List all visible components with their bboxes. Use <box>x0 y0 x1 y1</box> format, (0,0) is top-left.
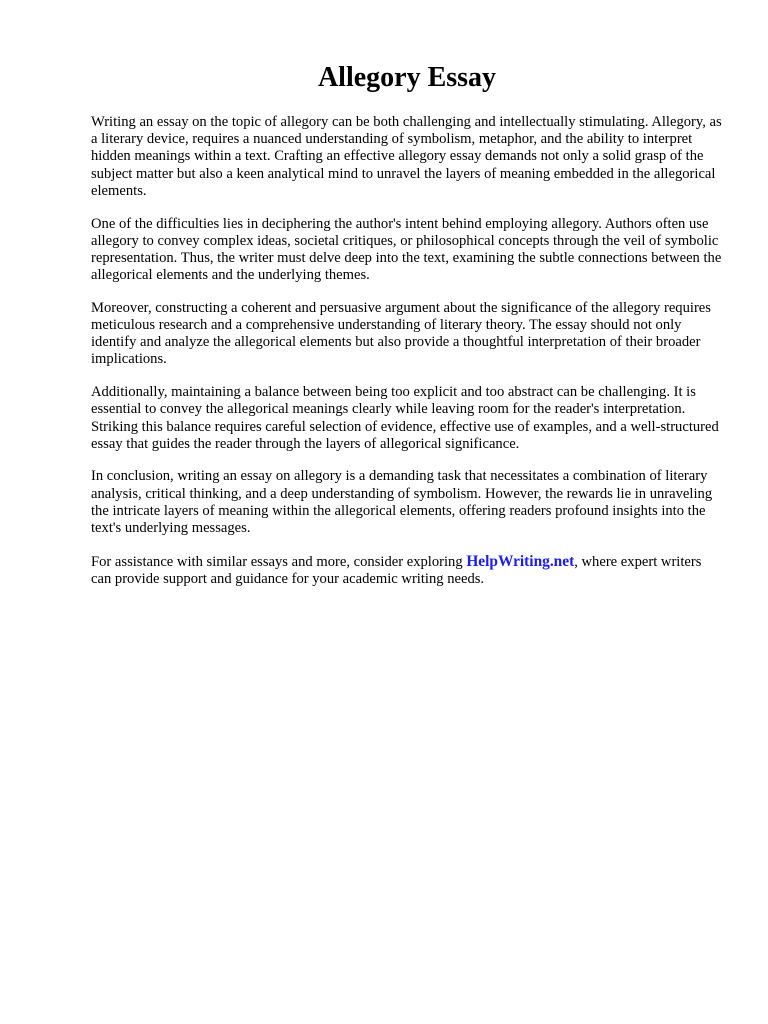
closing-paragraph <box>91 553 723 588</box>
paragraph-1: Writing an essay on the topic of allegory can be both challenging and intellectually stimulating. Allegory, as a literary device, requires a nuanced understanding of symbolism, metaphor, and the ability to interpret hidden meanings within a text. Crafting an effective allegory essay demands not only a solid grasp of the subject matter but also a keen analytical mind to unravel the layers of meaning embedded in the allegorical elements. <box>91 114 722 199</box>
document-title: Allegory Essay <box>317 62 497 93</box>
paragraph-2: One of the difficulties lies in deciphering the author's intent behind employing allegory. Authors often use allegory to convey complex ideas, societal critiques, or philosophical concepts through the veil of symbolic representation. Thus, the writer must delve deep into the text, examining the subtle connections between the allegorical elements and the underlying themes. <box>91 215 722 284</box>
closing-text-after: , where expert writers can provide support and guidance for your academic writing needs. <box>91 553 702 587</box>
paragraph-3: Moreover, constructing a coherent and persuasive argument about the significance of the allegory requires meticulous research and a comprehensive understanding of literary theory. The essay should not only identify and analyze the allegorical elements but also provide a thoughtful interpretation of their broader implications. <box>91 299 711 368</box>
paragraph-5: In conclusion, writing an essay on allegory is a demanding task that necessitates a combination of literary analysis, critical thinking, and a deep understanding of symbolism. However, the rewards lie in unraveling the intricate layers of meaning within the allegorical elements, offering readers profound insights into the text's underlying messages. <box>91 468 713 537</box>
helpwriting-link[interactable]: HelpWriting.net <box>466 552 575 570</box>
paragraph-4: Additionally, maintaining a balance between being too explicit and too abstract can be challenging. It is essential to convey the allegorical meanings clearly while leaving room for the reader's interpretation. Striking this balance requires careful selection of evidence, effective use of examples, and a well-structured essay that guides the reader through the layers of allegorical significance. <box>91 384 719 452</box>
document-page <box>91 60 723 604</box>
closing-text-before: For assistance with similar essays and more, consider exploring <box>91 553 467 570</box>
